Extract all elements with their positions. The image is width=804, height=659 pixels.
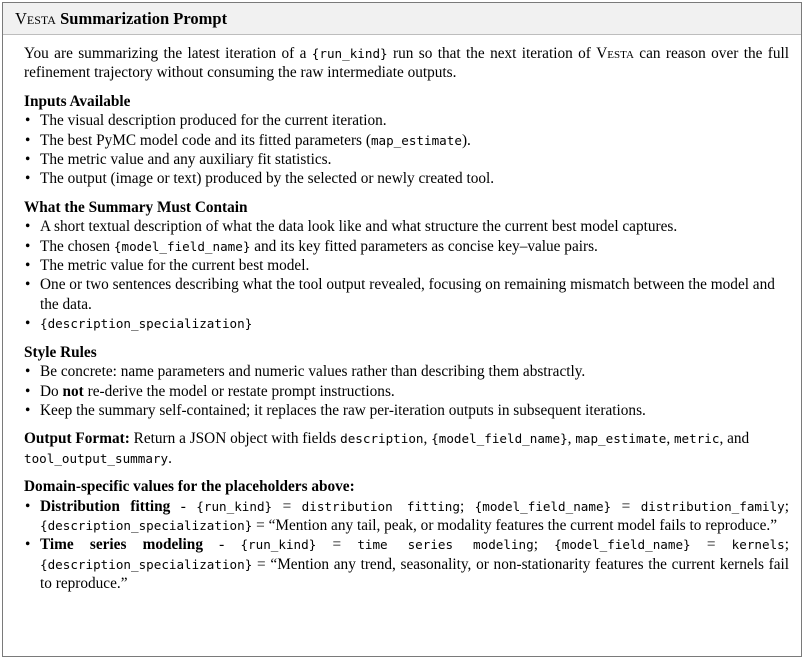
value-code: kernels xyxy=(731,537,785,553)
item-code: map_estimate xyxy=(370,132,462,148)
field-code: metric xyxy=(673,431,720,447)
vesta-name: Vesta xyxy=(15,9,56,28)
list-item xyxy=(24,401,789,420)
section-title: Style Rules xyxy=(24,343,97,361)
item-text: The output (image or text) produced by the selected or newly created tool. xyxy=(40,170,495,188)
bullet-icon: • xyxy=(25,382,31,400)
separator: = xyxy=(252,516,269,534)
item-text: The visual description produced for the current iteration. xyxy=(40,112,387,130)
bullet-icon: • xyxy=(25,112,31,130)
quote-text: “Mention any tail, peak, or modality features the current model fails to reproduce.” xyxy=(268,516,778,534)
list-item xyxy=(24,237,789,256)
placeholder-code: {description_specialization} xyxy=(40,556,253,572)
item-code: {model_field_name} xyxy=(113,238,251,254)
separator: ; xyxy=(533,536,555,554)
prompt-box xyxy=(2,2,802,657)
separator: = xyxy=(316,536,358,554)
section-title: Inputs Available xyxy=(24,92,131,110)
separator: , xyxy=(666,430,674,448)
list-item xyxy=(24,382,789,401)
list-item xyxy=(24,131,789,150)
bullet-icon: • xyxy=(25,218,31,236)
separator: - xyxy=(170,497,197,515)
item-text: Do xyxy=(40,382,63,400)
list-item xyxy=(24,150,789,169)
item-text: The metric value and any auxiliary fit statistics. xyxy=(40,151,332,169)
item-text: and its key fitted parameters as concise key–value pairs. xyxy=(250,237,598,255)
separator: = xyxy=(252,555,271,573)
list-item xyxy=(24,362,789,381)
separator: , and xyxy=(719,430,750,448)
separator: ; xyxy=(784,497,789,515)
bullet-icon: • xyxy=(25,170,31,188)
field-code: map_estimate xyxy=(575,431,667,447)
item-text: Be concrete: name parameters and numeric values rather than describing them abstractly. xyxy=(40,363,586,381)
domain-name: Time series modeling xyxy=(40,536,203,554)
summary-list xyxy=(24,217,789,333)
intro-text: You are summarizing the latest iteration of a xyxy=(24,45,312,62)
summary-section xyxy=(24,198,789,334)
item-text: re-derive the model or restate prompt instructions. xyxy=(83,382,395,400)
domain-item-distribution xyxy=(24,497,789,536)
value-code: distribution_family xyxy=(640,498,785,514)
placeholder-code: {run_kind} xyxy=(240,537,317,553)
separator: , xyxy=(567,430,576,448)
bullet-icon: • xyxy=(25,401,31,419)
item-text: The metric value for the current best model. xyxy=(40,257,310,275)
separator: , xyxy=(423,430,432,448)
separator: = xyxy=(611,497,641,515)
list-item xyxy=(24,275,789,314)
domain-list xyxy=(24,497,789,594)
bullet-icon: • xyxy=(25,131,31,149)
style-list xyxy=(24,362,789,420)
domain-item-time-series xyxy=(24,535,789,593)
run-kind-placeholder: {run_kind} xyxy=(311,46,388,61)
separator: ; xyxy=(459,497,475,515)
list-item xyxy=(24,314,789,333)
intro-text: run so that the next iteration of xyxy=(387,45,597,62)
vesta-name: Vesta xyxy=(596,45,634,62)
section-title: What the Summary Must Contain xyxy=(24,198,248,216)
intro-text: can reason over the full refinement trajectory without consuming the raw intermediate outputs. xyxy=(24,45,790,82)
list-item xyxy=(24,169,789,188)
value-code: distribution fitting xyxy=(301,498,460,514)
prompt-header xyxy=(3,3,801,35)
style-section xyxy=(24,343,789,421)
output-format-paragraph xyxy=(24,429,789,468)
field-code: description xyxy=(340,431,424,447)
domain-section xyxy=(24,477,789,593)
output-format-label: Output Format: xyxy=(24,430,130,448)
prompt-body xyxy=(3,35,801,594)
prompt-title xyxy=(15,9,227,28)
field-code: tool_output_summary xyxy=(24,450,169,466)
item-text: The best PyMC model code and its fitted parameters ( xyxy=(40,131,371,149)
item-text: A short textual description of what the data look like and what structure the current best model captures. xyxy=(40,218,678,236)
item-code: {description_specialization} xyxy=(40,316,253,332)
inputs-list xyxy=(24,111,789,189)
output-format-text: Return a JSON object with fields xyxy=(129,430,341,448)
separator: = xyxy=(272,497,302,515)
value-code: time series modeling xyxy=(357,537,534,553)
placeholder-code: {description_specialization} xyxy=(40,517,253,533)
bullet-icon: • xyxy=(25,151,31,169)
list-item xyxy=(24,111,789,130)
section-title: Domain-specific values for the placeholders above: xyxy=(24,478,355,496)
bullet-icon: • xyxy=(25,497,31,515)
bullet-icon: • xyxy=(25,276,31,294)
item-text: The chosen xyxy=(40,237,114,255)
quote-text: “Mention any trend, seasonality, or non-stationarity features the current kernels fail to reproduce.” xyxy=(40,555,790,593)
placeholder-code: {model_field_name} xyxy=(474,498,612,514)
list-item xyxy=(24,256,789,275)
inputs-section xyxy=(24,92,789,189)
bullet-icon: • xyxy=(25,315,31,333)
bullet-icon: • xyxy=(25,257,31,275)
intro-paragraph xyxy=(24,44,789,83)
bullet-icon: • xyxy=(25,237,31,255)
bullet-icon: • xyxy=(25,363,31,381)
item-bold: not xyxy=(62,382,84,400)
separator: ; xyxy=(784,536,789,554)
prompt-title-text: Summarization Prompt xyxy=(60,9,228,28)
item-text: One or two sentences describing what the tool output revealed, focusing on remaining mismatch between the model and the data. xyxy=(40,276,775,313)
placeholder-code: {run_kind} xyxy=(196,498,273,514)
separator: . xyxy=(168,449,172,467)
separator: - xyxy=(202,536,241,554)
item-text: Keep the summary self-contained; it replaces the raw per-iteration outputs in subsequent iterations. xyxy=(40,401,646,419)
domain-name: Distribution fitting xyxy=(40,497,171,515)
bullet-icon: • xyxy=(25,536,31,554)
placeholder-code: {model_field_name} xyxy=(554,537,691,553)
separator: = xyxy=(690,536,732,554)
list-item xyxy=(24,217,789,236)
field-code: {model_field_name} xyxy=(431,431,568,447)
item-text: ). xyxy=(461,131,471,149)
